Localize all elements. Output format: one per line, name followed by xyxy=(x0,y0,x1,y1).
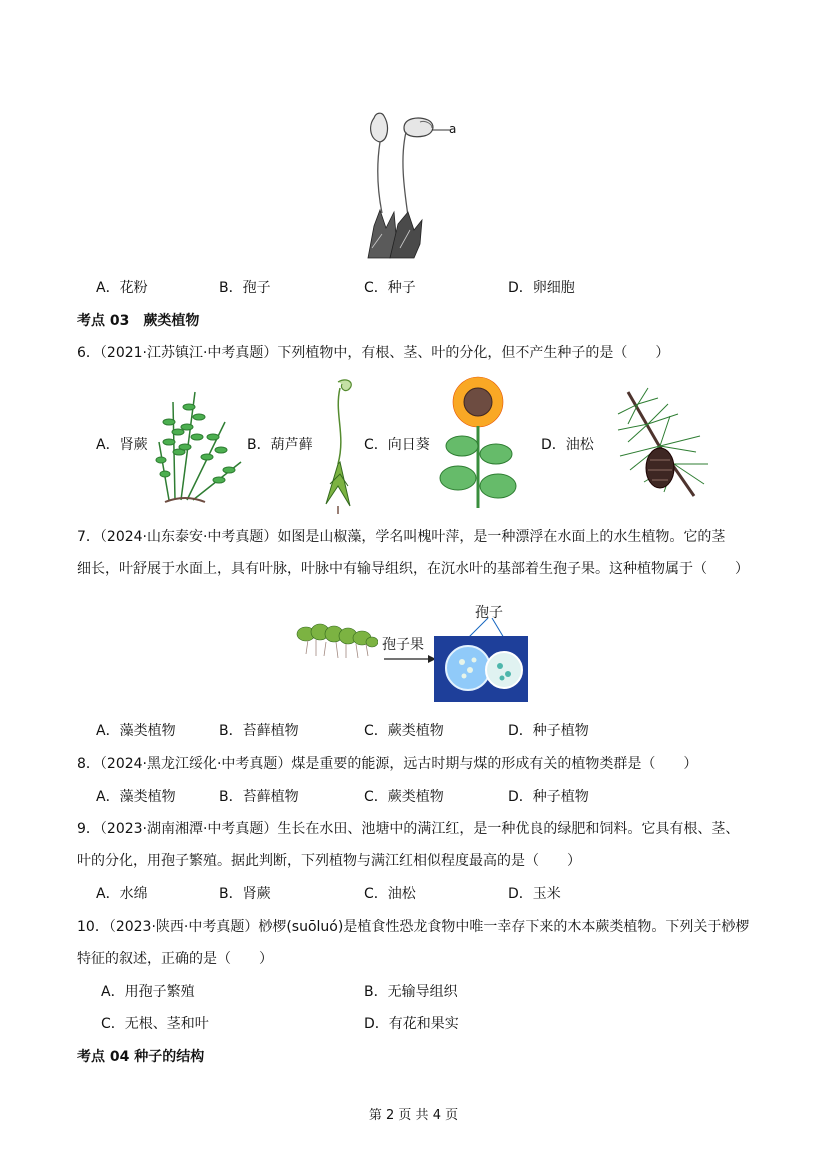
page-footer: 第 2 页 共 4 页 xyxy=(368,1108,459,1123)
label-spore: 孢子 xyxy=(475,605,503,621)
option-c[interactable]: C．向日葵 xyxy=(364,437,430,453)
option-b[interactable]: B．苔藓植物 xyxy=(219,723,299,739)
sporocarp-figure xyxy=(434,618,528,702)
option-a[interactable]: A．用孢子繁殖 xyxy=(101,984,195,1000)
option-b[interactable]: B．苔藓植物 xyxy=(219,789,299,805)
section-title: 考点 03 蕨类植物 xyxy=(77,313,200,329)
question-stem-line2: 特征的叙述，正确的是（ ） xyxy=(77,951,273,967)
question-stem: 8．（2024·黑龙江绥化·中考真题）煤是重要的能源，远古时期与煤的形成有关的植物类群是（ ） xyxy=(77,756,698,772)
option-c[interactable]: C．蕨类植物 xyxy=(364,723,444,739)
option-c[interactable]: C．蕨类植物 xyxy=(364,789,444,805)
label-sporocarp: 孢子果 xyxy=(382,637,424,653)
question-stem-line1: 9．（2023·湖南湘潭·中考真题）生长在水田、池塘中的满江红，是一种优良的绿肥和饲料。它具有根、茎、 xyxy=(77,821,740,837)
option-c[interactable]: C．种子 xyxy=(364,280,416,296)
option-a[interactable]: A．花粉 xyxy=(96,280,148,296)
option-a[interactable]: A．水绵 xyxy=(96,886,148,902)
moss-plant-figure xyxy=(318,374,362,514)
option-c[interactable]: C．油松 xyxy=(364,886,416,902)
option-b[interactable]: B．肾蕨 xyxy=(219,886,271,902)
option-d[interactable]: D．油松 xyxy=(541,437,594,453)
pine-figure xyxy=(598,384,716,502)
option-d[interactable]: D．有花和果实 xyxy=(364,1016,459,1032)
option-a[interactable]: A．藻类植物 xyxy=(96,723,176,739)
option-b[interactable]: B．葫芦藓 xyxy=(247,437,313,453)
question-stem-line2: 细长，叶舒展于水面上，具有叶脉，叶脉中有输导组织，在沉水叶的基部着生孢子果。这种植物属于（ ） xyxy=(77,561,749,577)
question-stem-line1: 7．（2024·山东泰安·中考真题）如图是山椒藻，学名叫槐叶萍，是一种漂浮在水面上的水生植物。它的茎 xyxy=(77,529,726,545)
option-d[interactable]: D．卵细胞 xyxy=(508,280,575,296)
arrow-icon xyxy=(384,654,436,664)
option-d[interactable]: D．种子植物 xyxy=(508,789,589,805)
option-a[interactable]: A．肾蕨 xyxy=(96,437,148,453)
figure-label-a: a xyxy=(449,122,457,136)
salvinia-figure xyxy=(296,616,378,666)
option-b[interactable]: B．孢子 xyxy=(219,280,271,296)
option-d[interactable]: D．玉米 xyxy=(508,886,561,902)
question-stem-line1: 10．（2023·陕西·中考真题）桫椤(suōluó)是植食性恐龙食物中唯一幸存下来的木本蕨类植物。下列关于桫椤 xyxy=(77,919,750,935)
fern-figure xyxy=(155,382,247,507)
option-d[interactable]: D．种子植物 xyxy=(508,723,589,739)
question-stem-line2: 叶的分化，用孢子繁殖。据此判断，下列植物与满江红相似程度最高的是（ ） xyxy=(77,853,581,869)
question-stem: 6．（2021·江苏镇江·中考真题）下列植物中，有根、茎、叶的分化，但不产生种子的是（ ） xyxy=(77,345,670,361)
option-b[interactable]: B．无输导组织 xyxy=(364,984,458,1000)
sunflower-figure xyxy=(436,374,520,512)
section-title: 考点 04 种子的结构 xyxy=(77,1049,205,1065)
option-a[interactable]: A．藻类植物 xyxy=(96,789,176,805)
option-c[interactable]: C．无根、茎和叶 xyxy=(101,1016,209,1032)
